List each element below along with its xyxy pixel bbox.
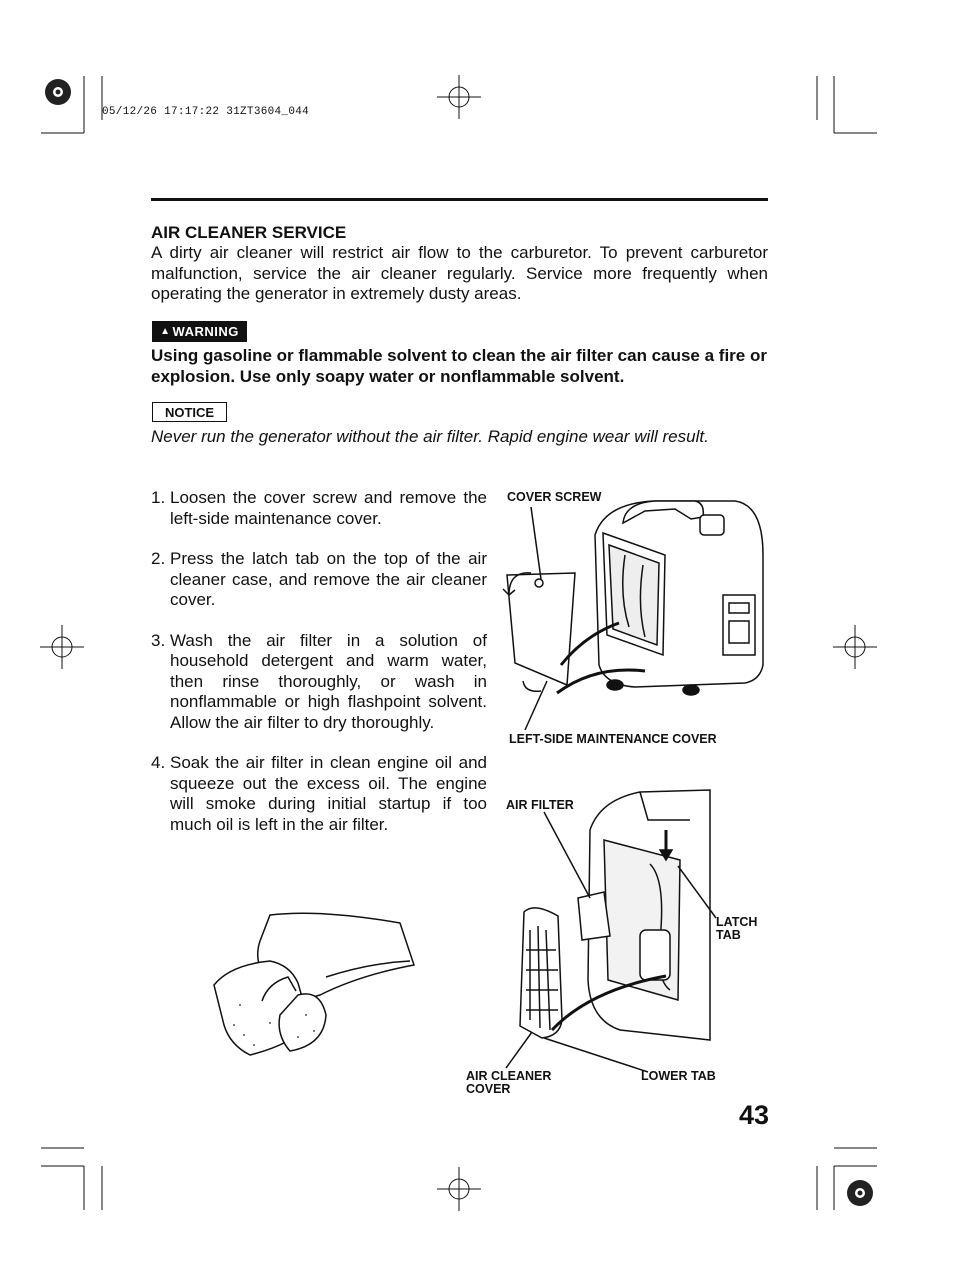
label-air-cleaner-cover-line1: AIR CLEANER: [466, 1069, 552, 1083]
step-number: 4.: [151, 753, 166, 772]
page-number: 43: [739, 1100, 770, 1130]
step-item: [151, 631, 487, 734]
warning-triangle-icon: ▲: [160, 326, 171, 337]
section-intro: A dirty air cleaner will restrict air flow to the carburetor. To prevent carburetor malfunction, service the air cleaner regularly. Service more frequently when operating the generator in extremely dusty areas.: [151, 243, 768, 303]
label-air-filter: AIR FILTER: [506, 798, 574, 812]
label-latch-tab-line2: TAB: [716, 928, 741, 942]
step-number: 1.: [151, 488, 166, 507]
generator-cover-illustration: [495, 495, 775, 705]
hand-squeezing-filter-illustration: [210, 905, 420, 1065]
step-text: Wash the air filter in a solution of household detergent and warm water, then rinse thoroughly, or wash in nonflammable or high flashpoint solvent. Allow the air filter to dry thoroughly.: [170, 630, 487, 732]
label-cover-screw: COVER SCREW: [507, 490, 602, 504]
step-number: 2.: [151, 549, 166, 568]
label-latch-tab-line1: LATCH: [716, 915, 758, 929]
step-number: 3.: [151, 630, 166, 650]
instruction-steps: [151, 488, 487, 855]
label-left-side-maintenance-cover: LEFT-SIDE MAINTENANCE COVER: [509, 732, 717, 746]
warning-badge: [152, 321, 247, 342]
section-title: AIR CLEANER SERVICE: [151, 223, 347, 242]
air-cleaner-illustration: [500, 780, 730, 1080]
label-air-cleaner-cover-line2: COVER: [466, 1082, 511, 1096]
step-item: [151, 488, 487, 529]
notice-badge: NOTICE: [152, 402, 227, 422]
step-text: Press the latch tab on the top of the air cleaner case, and remove the air cleaner cover.: [170, 549, 487, 609]
sunburst-target-bottom-right: [847, 1180, 873, 1206]
warning-badge-label: WARNING: [172, 324, 239, 339]
step-text: Loosen the cover screw and remove the left-side maintenance cover.: [170, 488, 487, 528]
sunburst-target-top-left: [45, 79, 71, 105]
notice-text: Never run the generator without the air filter. Rapid engine wear will result.: [151, 427, 709, 446]
step-item: [151, 753, 487, 835]
step-item: [151, 549, 487, 611]
label-lower-tab: LOWER TAB: [641, 1069, 716, 1083]
step-text: Soak the air filter in clean engine oil and squeeze out the excess oil. The engine will smoke during initial startup if too much oil is left in the air filter.: [170, 753, 487, 834]
print-stamp: 05/12/26 17:17:22 31ZT3604_044: [102, 106, 310, 118]
warning-text: Using gasoline or flammable solvent to clean the air filter can cause a fire or explosion. Use only soapy water or nonflammable solvent.: [151, 346, 767, 386]
top-rule: [151, 198, 768, 201]
